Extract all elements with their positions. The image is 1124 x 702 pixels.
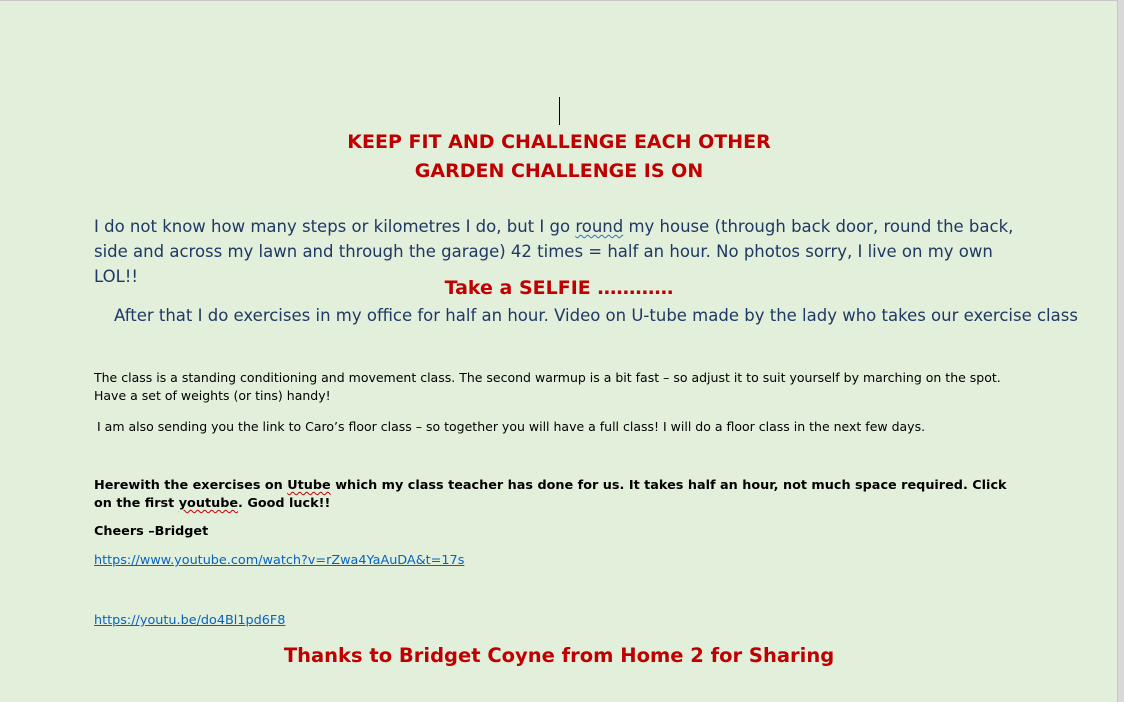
exercises-paragraph — [94, 477, 1024, 513]
selfie-heading: Take a SELFIE ………… — [444, 277, 674, 299]
intro-text-start: I do not know how many steps or kilometres I do, but I go — [94, 217, 576, 236]
text-cursor — [559, 97, 560, 125]
grammar-flagged-word: round — [575, 217, 624, 236]
thanks-footer: Thanks to Bridget Coyne from Home 2 for Sharing — [283, 644, 835, 667]
intro-text-end: my house (through back door, round the back, side and across my lawn and through the garage) 42 times = half an hour. No photos sorry, I live on my own LOL!! — [94, 217, 1014, 286]
youtube-link-1[interactable]: https://www.youtube.com/watch?v=rZwa4YaAuDA&t=17s — [94, 553, 465, 568]
title-line-2: GARDEN CHALLENGE IS ON — [414, 160, 704, 182]
exercises-text-3: . Good luck!! — [238, 496, 331, 511]
office-exercise-paragraph: After that I do exercises in my office for half an hour. Video on U-tube made by the lady who takes our exercise class — [114, 306, 1078, 325]
spelling-flagged-utube: Utube — [287, 478, 331, 493]
spelling-flagged-youtube: youtube — [178, 496, 239, 511]
signoff: Cheers –Bridget — [94, 524, 209, 539]
class-description-paragraph: The class is a standing conditioning and movement class. The second warmup is a bit fast – so adjust it to suit yourself by marching on the spot. Have a set of weights (or tins) handy! — [94, 370, 1001, 403]
youtube-link-2[interactable]: https://youtu.be/do4Bl1pd6F8 — [94, 613, 286, 628]
floor-class-paragraph: I am also sending you the link to Caro’s floor class – so together you will have a full class! I will do a floor class in the next few days. — [97, 419, 926, 434]
title-line-1: KEEP FIT AND CHALLENGE EACH OTHER — [347, 131, 771, 153]
exercises-text-1: Herewith the exercises on — [94, 478, 288, 493]
exercises-text-2: which my class teacher has done for us. It takes half an hour, not much space required. Click on the first — [94, 478, 1007, 511]
